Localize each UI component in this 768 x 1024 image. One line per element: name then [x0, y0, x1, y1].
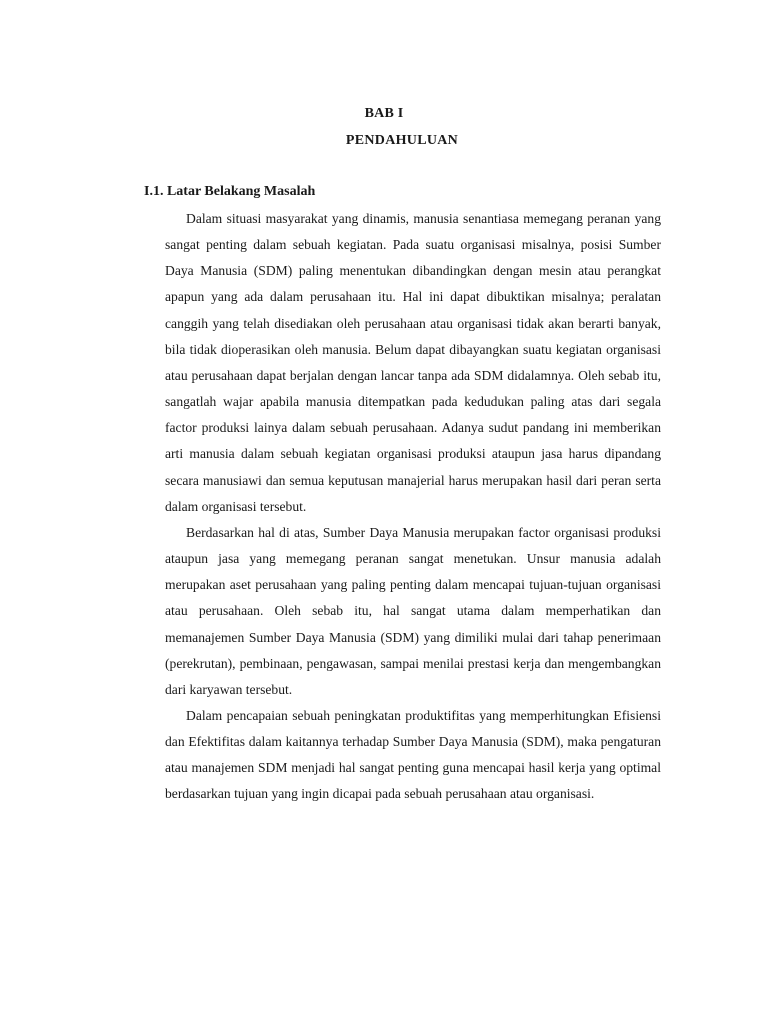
paragraph: Dalam pencapaian sebuah peningkatan produktifitas yang memperhitungkan Efisiensi dan Efektifitas dalam kaitannya terhadap Sumber Daya Manusia (SDM), maka pengaturan atau manajemen SDM menjadi hal sangat penting guna mencapai hasil kerja yang optimal berdasarkan tujuan yang ingin dicapai pada sebuah perusahaan atau organisasi. [165, 707, 661, 802]
paragraph: Dalam situasi masyarakat yang dinamis, manusia senantiasa memegang peranan yang sangat penting dalam sebuah kegiatan. Pada suatu organisasi misalnya, posisi Sumber Daya Manusia (SDM) paling menentukan dibandingkan dengan mesin atau perangkat apapun yang ada dalam perusahaan itu. Hal ini dapat dibuktikan misalnya; peralatan canggih yang telah disediakan oleh perusahaan atau organisasi tidak akan berarti banyak, bila tidak dioperasikan oleh manusia. Belum dapat dibayangkan suatu kegiatan organisasi atau perusahaan dapat berjalan dengan lancar tanpa ada SDM didalamnya. Oleh sebab itu, sangatlah wajar apabila manusia ditempatkan pada kedudukan paling atas dari segala factor produksi lainya dalam sebuah perusahaan. Adanya sudut pandang ini memberikan arti manusia dalam sebuah kegiatan organisasi produksi ataupun jasa harus dipandang secara manusiawi dan semua keputusan manajerial harus merupakan hasil dari peran serta dalam organisasi tersebut. [165, 211, 661, 514]
body-text [165, 206, 661, 808]
chapter-title: PENDAHULUAN [345, 133, 459, 148]
section-heading: I.1. Latar Belakang Masalah [144, 184, 316, 199]
paragraph: Berdasarkan hal di atas, Sumber Daya Manusia merupakan factor organisasi produksi ataupun jasa yang memegang peranan sangat menetukan. Unsur manusia adalah merupakan aset perusahaan yang paling penting dalam mencapai tujuan-tujuan organisasi atau perusahaan. Oleh sebab itu, hal sangat utama dalam memperhatikan dan memanajemen Sumber Daya Manusia (SDM) yang dimiliki mulai dari tahap penerimaan (perekrutan), pembinaan, pengawasan, sampai menilai prestasi kerja dan mengembangkan dari karyawan tersebut. [165, 524, 661, 697]
chapter-number: BAB I [364, 106, 404, 121]
